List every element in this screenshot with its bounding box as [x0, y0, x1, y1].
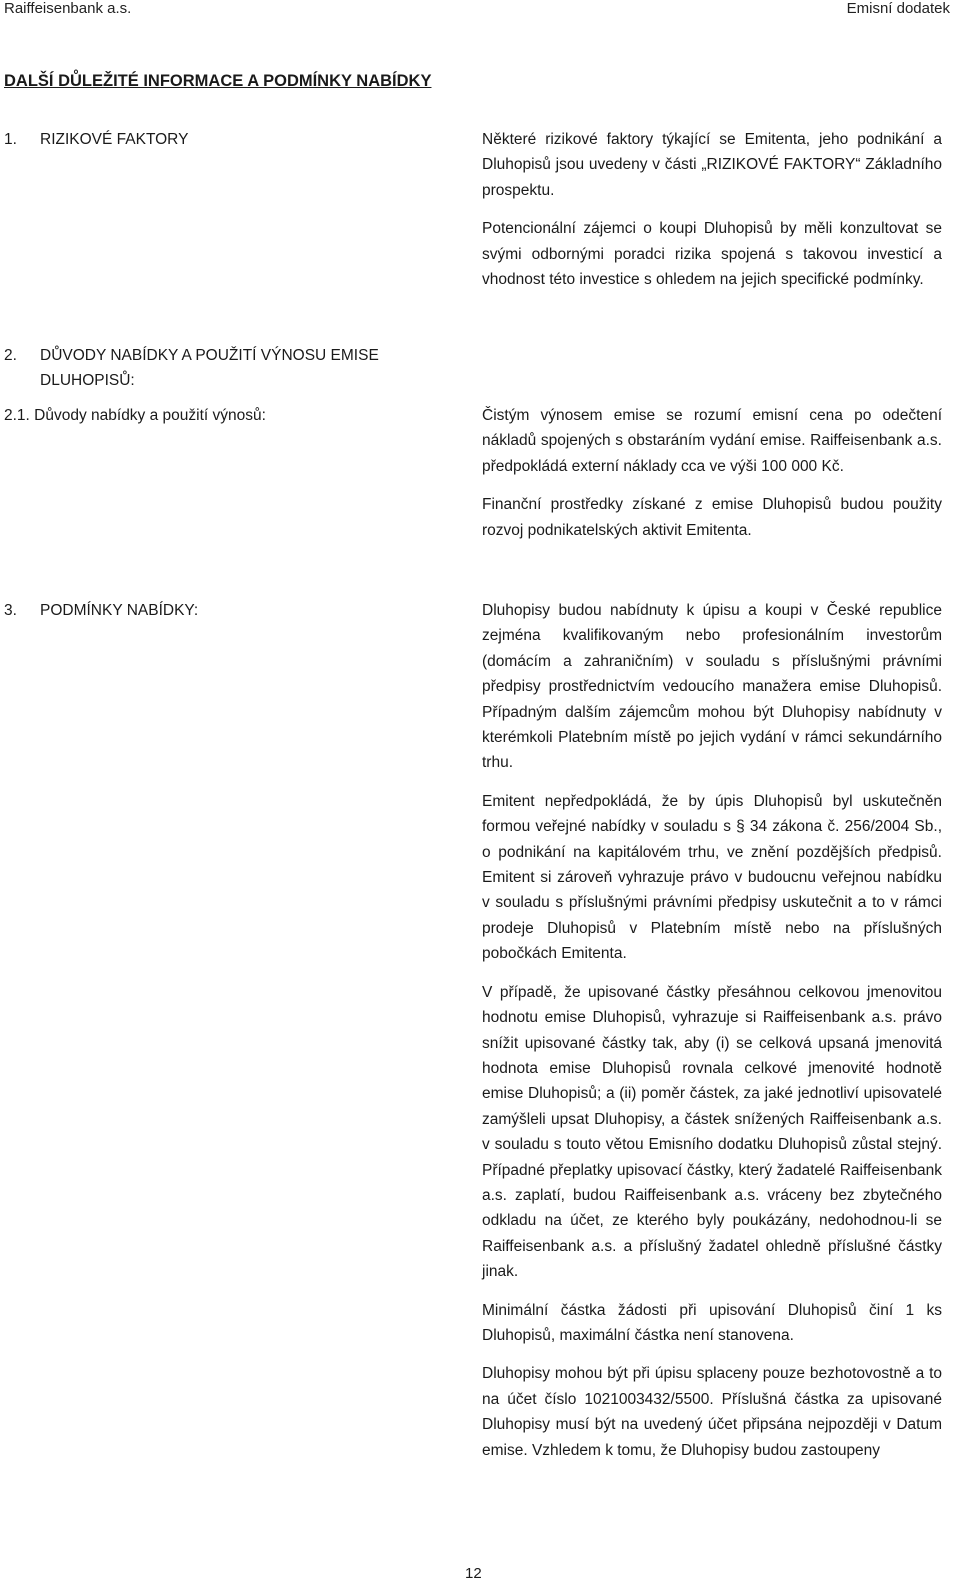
header-doc-type: Emisní dodatek	[846, 0, 950, 17]
section-2-1-paragraph: Finanční prostředky získané z emise Dluhopisů budou použity rozvoj podnikatelských aktivit Emitenta.	[482, 496, 942, 539]
section-2-1-heading: 2.1. Důvody nabídky a použití výnosů:	[4, 407, 266, 424]
section-3-paragraph: Minimální částka žádosti při upisování Dluhopisů činí 1 ks Dluhopisů, maximální částka není stanovena.	[482, 1301, 942, 1344]
section-3-number: 3.	[4, 602, 17, 619]
section-1-label: RIZIKOVÉ FAKTORY	[40, 131, 189, 148]
section-2-number: 2.	[4, 347, 17, 364]
section-3-paragraph: Dluhopisy mohou být při úpisu splaceny pouze bezhotovostně a to na účet číslo 1021003432/5500. Příslušná částka za upisované Dluhopisy musí být na uvedený účet připsána nejpozději v Datum emise. Vzhledem k tomu, že Dluhopisy budou zastoupeny	[482, 1365, 942, 1459]
section-1-heading	[4, 127, 188, 152]
section-2-label-continued: DLUHOPISŮ:	[40, 372, 135, 389]
section-2-heading	[4, 343, 379, 393]
section-2-1-paragraph: Čistým výnosem emise se rozumí emisní cena po odečtení nákladů spojených s obstaráním vydání emise. Raiffeisenbank a.s. předpokládá externí náklady cca ve výši 100 000 Kč.	[482, 407, 942, 475]
section-1-body	[482, 127, 942, 305]
section-2-label: DŮVODY NABÍDKY A POUŽITÍ VÝNOSU EMISE	[40, 347, 379, 364]
section-3-paragraph: Emitent nepředpokládá, že by úpis Dluhopisů byl uskutečněn formou veřejné nabídky v souladu s § 34 zákona č. 256/2004 Sb., o podnikání na kapitálovém trhu, ve znění pozdějších předpisů. Emitent si zároveň vyhrazuje právo v budoucnu veřejnou nabídku v souladu s příslušnými právními předpisy uskutečnit a to v rámci prodeje Dluhopisů v Platebním místě nebo na příslušných pobočkách Emitenta.	[482, 792, 942, 963]
page-number: 12	[465, 1565, 482, 1582]
section-3-body	[482, 598, 942, 1476]
section-1-paragraph: Potencionální zájemci o koupi Dluhopisů by měli konzultovat se svými odbornými poradci rizika spojená s takovou investicí a vhodnost této investice s ohledem na jejich specifické podmínky.	[482, 220, 942, 289]
header-issuer: Raiffeisenbank a.s.	[4, 0, 132, 17]
section-3-paragraph: Dluhopisy budou nabídnuty k úpisu a koupi v České republice zejména kvalifikovaným nebo profesionálním investorům (domácím a zahraničním) v souladu s příslušnými právními předpisy prostřednictvím vedoucího manažera emise Dluhopisů. Případným dalším zájemcům mohou být Dluhopisy nabídnuty v kterémkoli Platebním místě po jejich vydání v rámci sekundárního trhu.	[482, 602, 942, 772]
section-1-paragraph: Některé rizikové faktory týkající se Emitenta, jeho podnikání a Dluhopisů jsou uvedeny v části „RIZIKOVÉ FAKTORY“ Základního prospektu.	[482, 131, 942, 199]
section-1-number: 1.	[4, 131, 17, 148]
page-title: DALŠÍ DŮLEŽITÉ INFORMACE A PODMÍNKY NABÍDKY	[4, 72, 432, 90]
section-2-1-body	[482, 403, 942, 556]
section-3-heading	[4, 598, 198, 623]
section-3-label: PODMÍNKY NABÍDKY:	[40, 602, 199, 619]
section-3-paragraph: V případě, že upisované částky přesáhnou celkovou jmenovitou hodnotu emise Dluhopisů, vyhrazuje si Raiffeisenbank a.s. právo snížit upisované částky tak, aby (i) se celková upsaná jmenovitá hodnota emise Dluhopisů rovnala celkové jmenovité hodnotě emise Dluhopisů; a (ii) poměr částek, za jaké jednotliví upisovatelé zamýšleli upsat Dluhopisy, a částek snížených Raiffeisenbank a.s. v souladu s touto větou Emisního dodatku Dluhopisů zůstal stejný. Případné přeplatky upisovací částky, který žadatelé Raiffeisenbank a.s. zaplatí, budou Raiffeisenbank a.s. vráceny bez zbytečného odkladu na účet, ze kterého byly poukázány, nedohodnou-li se Raiffeisenbank a.s. a příslušný žadatel ohledně příslušné částky jinak.	[482, 983, 942, 1281]
